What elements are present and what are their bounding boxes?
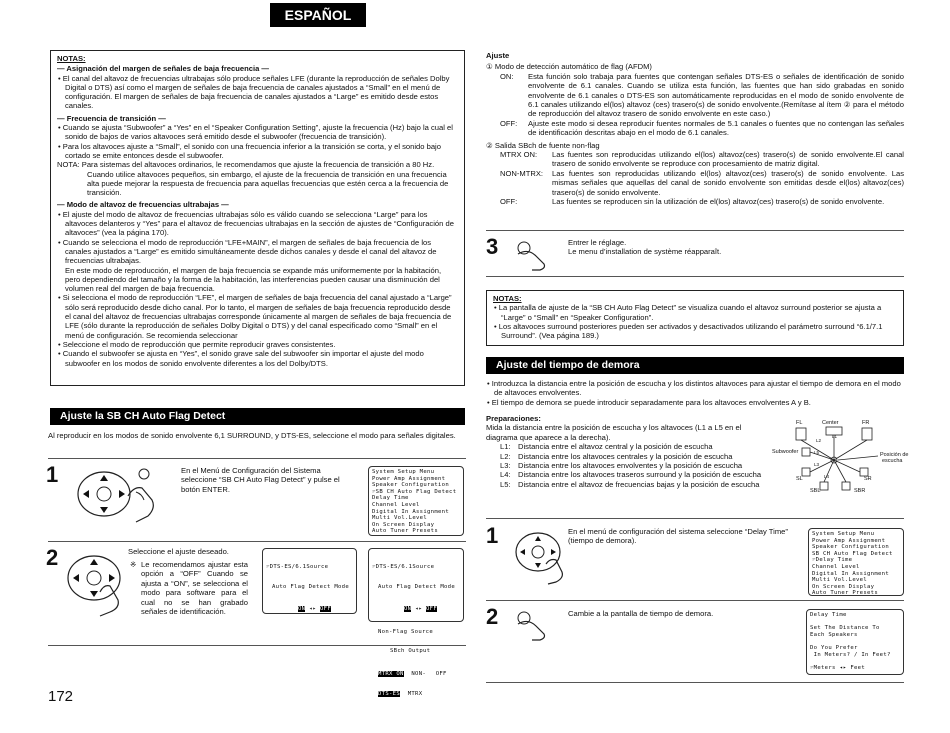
lcd-line: Delay Time	[372, 495, 409, 502]
label-fl: FL	[796, 420, 803, 426]
label-sr: SR	[864, 476, 872, 482]
step-number: 2	[46, 545, 59, 570]
lcd-line: Set The Distance To	[810, 625, 880, 632]
prep-key: L4:	[500, 470, 511, 480]
step-text: En el menú de configuración del sistema seleccione “Delay Time” (tiempo de demora).	[568, 527, 788, 546]
lcd-line: System Setup Menu	[372, 469, 435, 475]
lcd-line: ☞DTS-ES/6.1Source	[266, 564, 329, 571]
prep-title: Preparaciones:	[486, 414, 541, 423]
prep-item	[486, 452, 766, 461]
step-note-mark: ※	[130, 560, 137, 569]
prep-item	[486, 470, 766, 479]
notes-nota: NOTA: Para sistemas del altavoces ordinarios, le recomendamos que ajuste la frecuencia de transición a 80 Hz. Cuando utilice altavoces pequeños, sin embargo, el ajuste de la frecuencia de transición en una frecuencia alta puede mejorar la respuesta de frecuencia para aquellas frecuencias que estén cerca a la frecuencia de transición.	[57, 160, 449, 198]
remote-cursor-icon	[60, 548, 130, 616]
lcd-line: Auto Tuner Presets	[812, 590, 879, 597]
notes-bullet: • Cuando se ajusta “Subwoofer” a “Yes” en el “Speaker Configuration Setting”, ajuste la frecuencia (Hz) bajo la cual el sonido de bajos de varios altavoces será emitido desde el subwoofer (frecuencia de transición).	[58, 123, 453, 142]
ajuste-block	[486, 51, 904, 207]
notes-bullet: • Para los altavoces ajuste a “Small”, el sonido con una frecuencia inferior a la transición se corta, y el sonido bajo cortado se emite entonces desde el subwoofer.	[58, 141, 441, 160]
remote-cursor-icon	[66, 462, 162, 526]
label-l3: L3	[814, 462, 820, 467]
notes-bullet: • Seleccione el modo de reproducción que permite reproducir graves consistentes.	[58, 339, 336, 349]
speaker-sr	[860, 468, 868, 476]
step-text: En el Menú de Configuración del Sistema seleccione “SB CH Auto Flag Detect” y pulse el botón ENTER.	[181, 466, 340, 494]
divider	[486, 230, 904, 231]
divider	[48, 541, 466, 542]
lcd-line: Each Speakers	[810, 631, 858, 638]
lcd-system-setup-menu	[808, 528, 904, 596]
delay-bullet: • Introduzca la distancia entre la posición de escucha y los distintos altavoces para ajustar el tiempo de demora en el modo de altavoces envolventes.	[487, 379, 901, 398]
step-text: Seleccione el ajuste deseado.	[128, 547, 229, 556]
notes-bullet: • Cuando el subwoofer se ajusta en “Yes”, el sonido grave sale del subwoofer sin importar el ajuste del modo subwoofer en los modos de sonido envolvente diferentes a los del Dolby/DTS.	[58, 349, 424, 368]
lcd-delay-time	[806, 609, 904, 675]
prep-key: L2:	[500, 451, 511, 461]
step-note: Le recomendamos ajustar esta opción a “OFF” Cuando se ajusta a “ON”, se selecciona el modo para software para el cual no se han grabado señales de identificación.	[141, 560, 248, 617]
lcd-option-dts-es: DTS-ES	[378, 690, 401, 697]
ajuste-item-title: ① Modo de detección automático de flag (AFDM)	[486, 62, 652, 72]
definition: Ajuste este modo si desea reproducir fuentes normales de 5.1 canales o fuentes que no contengan las señales de identificación descritas abajo en el modo de 6.1 canales.	[528, 118, 904, 138]
lcd-line: ☞Meters ◂▸ Feet	[810, 664, 866, 671]
lcd-line	[810, 619, 900, 626]
speaker-sbl	[820, 482, 828, 490]
label-fr: FR	[862, 420, 870, 426]
section-intro: Al reproducir en los modos de sonido envolvente 6,1 SURROUND, y DTS-ES, seleccione el modo para señales digitales.	[48, 431, 456, 440]
prep-key: L3:	[500, 461, 511, 471]
lcd-line: Non-Flag Source	[378, 628, 434, 635]
lcd-line: ☞SB CH Auto Flag Detect	[372, 488, 457, 495]
lcd-option-on: ON	[404, 605, 412, 612]
label-l1: L1	[832, 434, 838, 439]
notes-subtitle: — Asignación del margen de señales de baja frecuencia —	[57, 64, 269, 74]
notes-box-2	[486, 290, 904, 346]
lcd-line: System Setup Menu	[812, 531, 875, 537]
lcd-line	[810, 658, 900, 665]
notes-bullet: • Los altavoces surround posteriores pueden ser activados y desactivados utilizando el parámetro surround “6.1/7.1 Surround”. (Vea página 189.)	[494, 321, 883, 341]
preparations	[486, 414, 766, 489]
notes-bullet: • Cuando se selecciona el modo de reproducción “LFE+MAIN”, el margen de señales de baja frecuencia de los canales ajustados a “Large” es emitido simultáneamente desde dichos canales y desde el canal del altavoz de frecuencias ultrabajas.	[58, 237, 437, 266]
section-title-delay: Ajuste del tiempo de demora	[486, 357, 904, 374]
lcd-line: Auto Flag Detect Mode	[272, 583, 350, 590]
lcd-line: Digital In Assignment	[372, 508, 450, 515]
enter-button-icon	[510, 236, 554, 270]
section-title-sb-ch: Ajuste la SB CH Auto Flag Detect	[50, 408, 465, 425]
label-l4: L4	[824, 474, 830, 479]
divider	[486, 276, 904, 277]
divider	[486, 600, 904, 601]
step-line: Entrer le réglage.	[568, 238, 627, 247]
notes-bullet: • El canal del altavoz de frecuencias ultrabajas sólo produce señales LFE (durante la reproducción de señales Dolby Digital o DTS) así como el margen de señales de baja frecuencia de canales ajustados a “Small” en el menú de configuración. El margen de señales de baja frecuencia de canales ajustados a “Large” es emitido desde estos canales.	[58, 73, 450, 111]
lcd-line: Speaker Configuration	[812, 544, 890, 551]
prep-value: Distancia entre el altavoz de frecuencias bajas y la posición de escucha	[518, 479, 760, 489]
speaker-layout-diagram	[772, 416, 909, 500]
prep-item	[486, 480, 766, 489]
delay-intro	[486, 379, 904, 407]
prep-value: Distancia entre los altavoces traseros surround y la posición de escucha	[518, 470, 762, 480]
prep-value: Distancia entre los altavoces envolventes y la posición de escucha	[518, 461, 743, 471]
prep-key: L5:	[500, 479, 511, 489]
lcd-auto-flag-mode: ☞DTS-ES/6.1Source Auto Flag Detect Mode ON ◂▸ OFF	[262, 548, 357, 614]
notes-bullet: • El ajuste del modo de altavoz de frecuencias ultrabajas sólo es válido cuando se selecciona “Large” para los altavoces delanteros y “Yes” para el altavoz de frecuencias ultrabajas en la sección de ajustes de “Configuración de altavoces” (vea la página 170).	[58, 209, 454, 238]
definition: Esta función solo trabaja para fuentes que contengan señales DTS-ES o señales de identificación de sonido envolvente de 6.1 canales. Cuando se utiliza esta función, las fuentes que han sido grabadas en sonido envolvente de 6.1 canales o DTS-ES son automáticamente reproducidas en el modo de sonido envolvente de 6.1 canales utilizando el(los) altavoz (ces) trasero(s) de sonido envolvente.(Remítase al ítem ② para el método de reproducción del altavoz trasero de sonido envolvente en este caso.)	[528, 71, 904, 119]
label-center: Center	[822, 420, 839, 426]
speaker-sbr	[842, 482, 850, 490]
notes-title: NOTAS:	[57, 54, 86, 63]
lcd-option-off: OFF	[435, 671, 447, 678]
label-sbr: SBR	[854, 488, 866, 494]
label-sl: SL	[796, 476, 803, 482]
remote-cursor-icon	[510, 524, 574, 584]
lcd-line: On Screen Display	[812, 583, 875, 590]
divider	[486, 682, 904, 683]
lcd-line: ☞Delay Time	[812, 557, 853, 564]
lcd-line: Power Amp Assignment	[812, 537, 886, 544]
notes-box	[50, 50, 465, 386]
prep-item	[486, 442, 766, 451]
lcd-line: Auto Tuner Presets	[372, 528, 439, 535]
lcd-option-mtrx-on: MTRX ON	[378, 671, 404, 678]
step-number: 3	[486, 234, 499, 259]
speaker-subwoofer	[802, 448, 810, 456]
term: MTRX ON:	[500, 150, 538, 160]
lcd-option-non: NON-	[411, 671, 427, 678]
label-position-2: escucha	[882, 458, 903, 464]
term: OFF:	[500, 118, 518, 128]
prep-key: L1:	[500, 442, 511, 452]
lcd-line: Power Amp Assignment	[372, 475, 446, 482]
notes-paragraph: En este modo de reproducción, el margen de baja frecuencia se expande más uniformemente por la habitación, pero dependiendo del tamaño y la forma de la habitación, las interferencias pueden causar una disminución del volumen real del margen de baja frecuencia.	[65, 265, 442, 294]
term: ON:	[500, 71, 514, 81]
lcd-line: SBch Output	[390, 648, 431, 655]
definition: Las fuentes son reproducidas utilizando el(los) altavoz(ces) trasero(s) de sonido envolvente. Las mismas señales que aquellas del canal de sonido envolvente son emitidas desde el(los) altavoz(ces) trasero(s) de sonido envolvente.	[552, 168, 904, 197]
step-text: Cambie a la pantalla de tiempo de demora.	[568, 609, 714, 618]
notes-bullet: • Si selecciona el modo de reproducción “LFE”, el margen de señales de baja frecuencia del canal ajustado a “Large” sólo será reproducido desde dicho canal. Por lo tanto, el margen de señales de baja frecuencia reproducido desde el canal del altavoz de frecuencias ultrabajas corresponde únicamente al margen de señales de baja frecuencia de LFE (sólo durante la reproducción de señales Dolby Digital o DTS) y del canal especificado como “Small” en el menú de configuración. Se recomienda seleccionar	[58, 293, 452, 340]
enter-button-icon	[510, 606, 554, 640]
notes-title: NOTAS:	[493, 294, 522, 303]
language-tab: ESPAÑOL	[270, 3, 366, 27]
step-number: 2	[486, 604, 499, 629]
step-line: Le menu d’installation de système réapparaît.	[568, 247, 722, 257]
step-text	[568, 238, 898, 257]
label-l5: L5	[814, 450, 820, 455]
lcd-line: On Screen Display	[372, 521, 435, 528]
notes-subtitle: — Modo de altavoz de frecuencias ultrabajas —	[57, 200, 229, 210]
page-number: 172	[48, 688, 74, 705]
definition: Las fuentes se reproducen sin la utilización de el(los) altavoz(ces) trasero(s) de sonido envolvente.	[552, 197, 885, 207]
lcd-line: ☞DTS-ES/6.1Source	[372, 564, 435, 571]
notes-subtitle: — Frecuencia de transición —	[57, 113, 166, 123]
prep-item	[486, 461, 766, 470]
speaker-fl	[796, 428, 806, 440]
lcd-line: Channel Level	[372, 501, 420, 508]
lcd-line: In Meters? / In Feet?	[810, 651, 891, 658]
ajuste-title: Ajuste	[486, 51, 510, 60]
definition: Las fuentes son reproducidas utilizando el(los) altavoz(ces) trasero(s) de sonido envolvente.El canal trasero de sonido envolvente se reproduce con procesamiento de matriz digital.	[552, 150, 904, 169]
divider	[48, 458, 466, 459]
label-subwoofer: Subwoofer	[772, 449, 799, 455]
lcd-line: Multi Vol.Level	[372, 515, 428, 522]
term: NON-MTRX:	[500, 168, 544, 178]
delay-bullet: • El tiempo de demora se puede introducir separadamente para los altavoces envolventes A y B.	[487, 397, 811, 407]
lcd-line: Auto Flag Detect Mode	[378, 583, 456, 590]
notes-bullet: • La pantalla de ajuste de la “SB CH Auto Flag Detect” se visualiza cuando el altavoz surround posterior se ajusta a “Large” o “Small” en “Speaker Configuration”.	[494, 303, 882, 322]
lcd-option-off: OFF	[320, 605, 332, 612]
divider	[486, 518, 904, 519]
lcd-line	[810, 638, 900, 645]
lcd-non-flag-source: ☞DTS-ES/6.1Source Auto Flag Detect Mode ON ◂▸ OFF Non-Flag Source SBch Output MTRX ON NON- OFF DTS-ES MTRX	[368, 548, 464, 622]
prep-text: Mida la distancia entre la posición de escucha y los altavoces (L1 a L5 en el diagrama que aparece a la derecha).	[486, 423, 742, 442]
prep-value: Distancia entre los altavoces centrales y la posición de escucha	[518, 451, 733, 461]
step-number: 1	[46, 462, 59, 487]
lcd-system-setup-menu	[368, 466, 464, 536]
divider	[48, 645, 466, 646]
step-number: 1	[486, 523, 499, 548]
label-l2: L2	[816, 438, 822, 443]
lcd-option-on: ON	[298, 605, 306, 612]
lcd-line: SB CH Auto Flag Detect	[812, 550, 893, 557]
lcd-line: Digital In Assignment	[812, 570, 890, 577]
ajuste-item-title: ② Salida SBch de fuente non-flag	[486, 140, 600, 150]
lcd-option-off: OFF	[426, 605, 438, 612]
lcd-line: Delay Time	[810, 612, 847, 618]
prep-value: Distancia entre el altavoz central y la posición de escucha	[518, 442, 713, 452]
label-sbl: SBL	[810, 488, 821, 494]
lcd-line: Do You Prefer	[810, 644, 858, 651]
lcd-line: Channel Level	[812, 563, 860, 570]
lcd-line: Multi Vol.Level	[812, 577, 868, 584]
speaker-sl	[802, 468, 810, 476]
label-position-1: Posición de	[880, 452, 909, 458]
lcd-option-mtrx: MTRX	[407, 690, 423, 697]
lcd-line: Speaker Configuration	[372, 482, 450, 489]
speaker-fr	[862, 428, 872, 440]
term: OFF:	[500, 197, 518, 207]
